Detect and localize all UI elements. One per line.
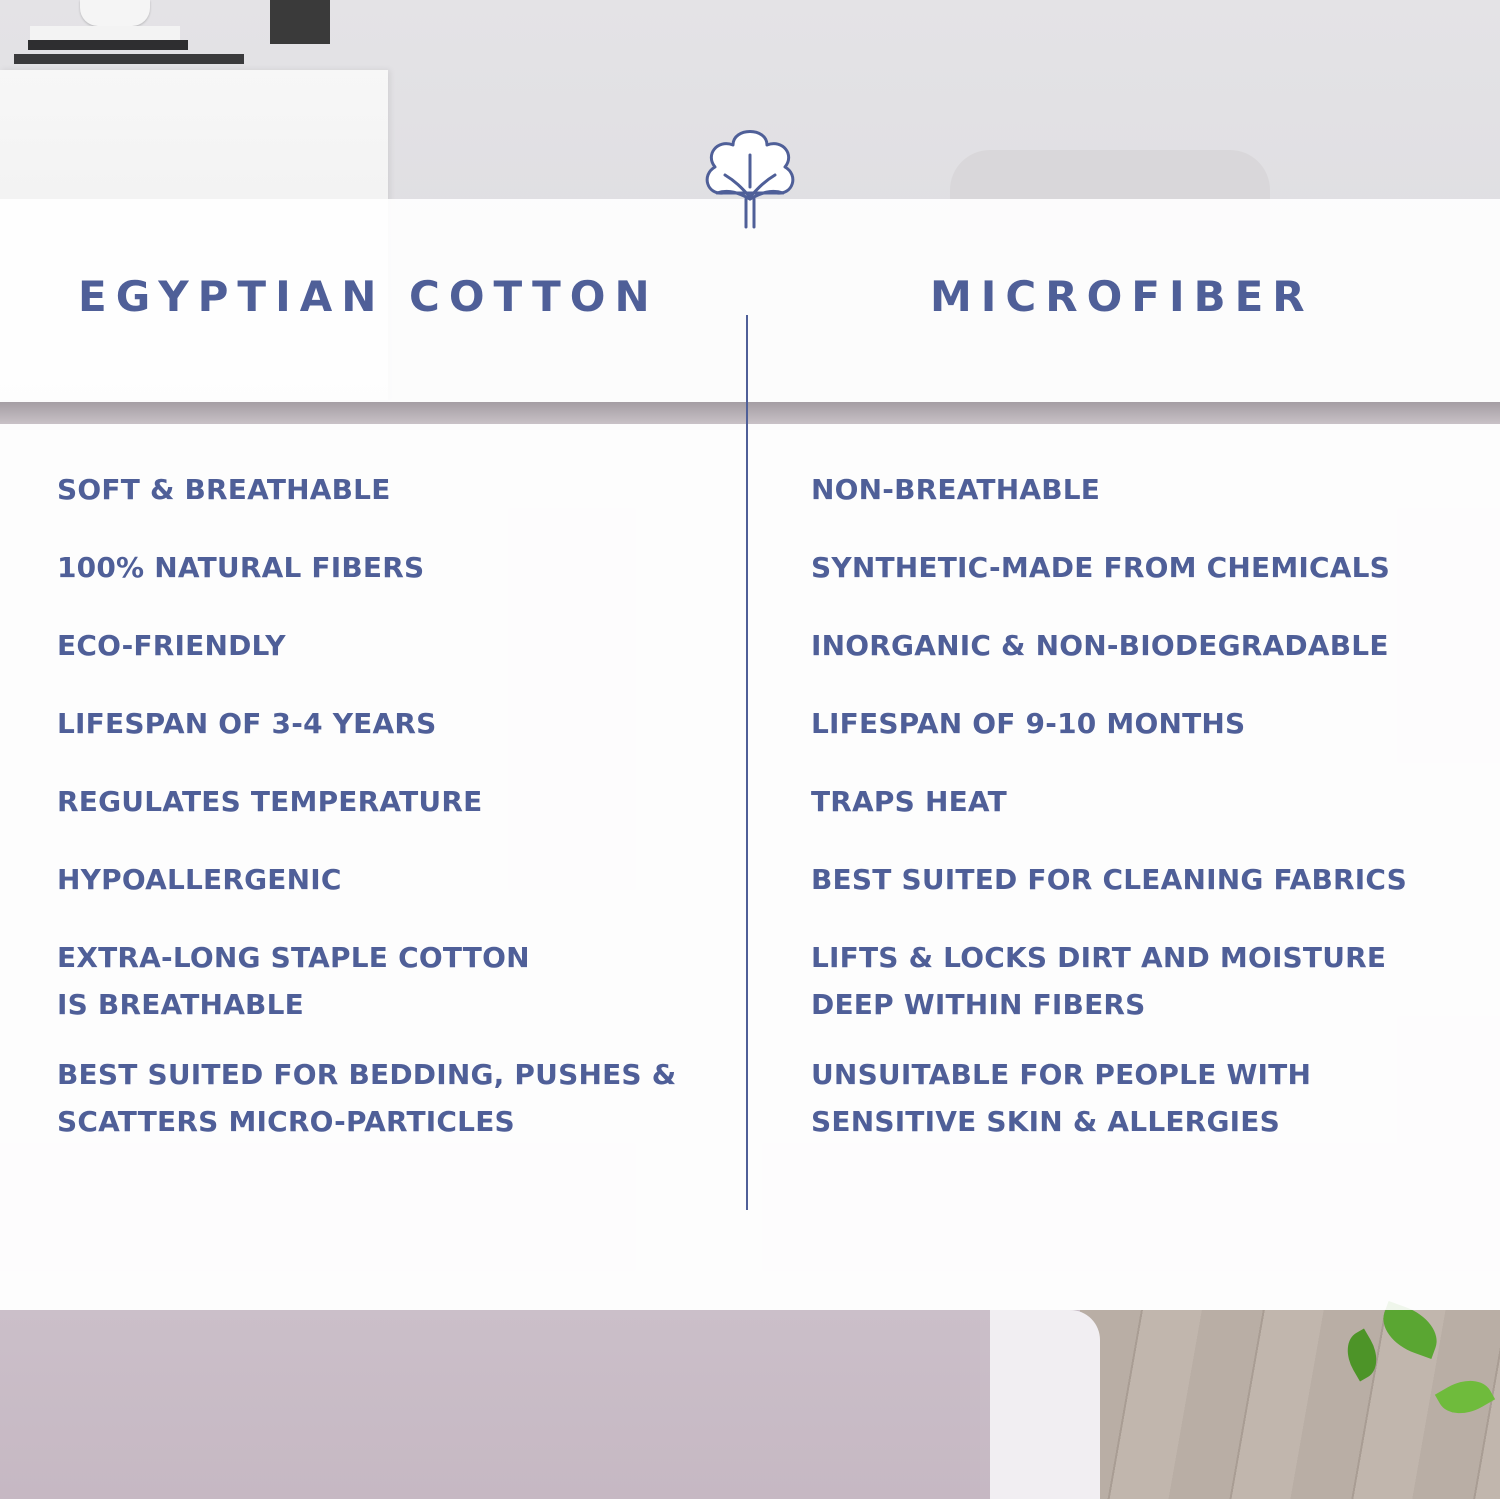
column-divider (746, 315, 748, 1210)
book (14, 54, 244, 64)
microfiber-heading: MICROFIBER (930, 272, 1314, 321)
egyptian-cotton-features (57, 466, 737, 1168)
egyptian-cotton-heading: EGYPTIAN COTTON (78, 272, 659, 321)
feature-item: REGULATES TEMPERATURE (57, 785, 483, 818)
picture-frame (270, 0, 330, 44)
feature-item: NON-BREATHABLE (811, 473, 1101, 506)
feature-item: SYNTHETIC-MADE FROM CHEMICALS (811, 551, 1391, 584)
feature-item: BEST SUITED FOR BEDDING, PUSHES & SCATTERS MICRO-PARTICLES (57, 1058, 677, 1138)
feature-item: TRAPS HEAT (811, 785, 1007, 818)
feature-item: ECO-FRIENDLY (57, 629, 286, 662)
feature-item: INORGANIC & NON-BIODEGRADABLE (811, 629, 1389, 662)
feature-item: 100% NATURAL FIBERS (57, 551, 425, 584)
feature-item: LIFESPAN OF 3-4 YEARS (57, 707, 437, 740)
microfiber-features (811, 466, 1491, 1168)
feature-item: UNSUITABLE FOR PEOPLE WITH SENSITIVE SKIN & ALLERGIES (811, 1058, 1312, 1138)
wood-floor (1080, 1310, 1500, 1499)
feature-item: SOFT & BREATHABLE (57, 473, 391, 506)
cotton-boll-icon (695, 115, 805, 230)
feature-item: HYPOALLERGENIC (57, 863, 342, 896)
book (30, 26, 180, 40)
coffee-cup (80, 0, 150, 26)
bed-ruffle (990, 1310, 1100, 1499)
feature-item: EXTRA-LONG STAPLE COTTON IS BREATHABLE (57, 941, 530, 1021)
feature-item: LIFTS & LOCKS DIRT AND MOISTURE DEEP WITHIN FIBERS (811, 941, 1387, 1021)
book (28, 40, 188, 50)
feature-item: BEST SUITED FOR CLEANING FABRICS (811, 863, 1407, 896)
feature-item: LIFESPAN OF 9-10 MONTHS (811, 707, 1246, 740)
bed-strip (0, 402, 1500, 424)
